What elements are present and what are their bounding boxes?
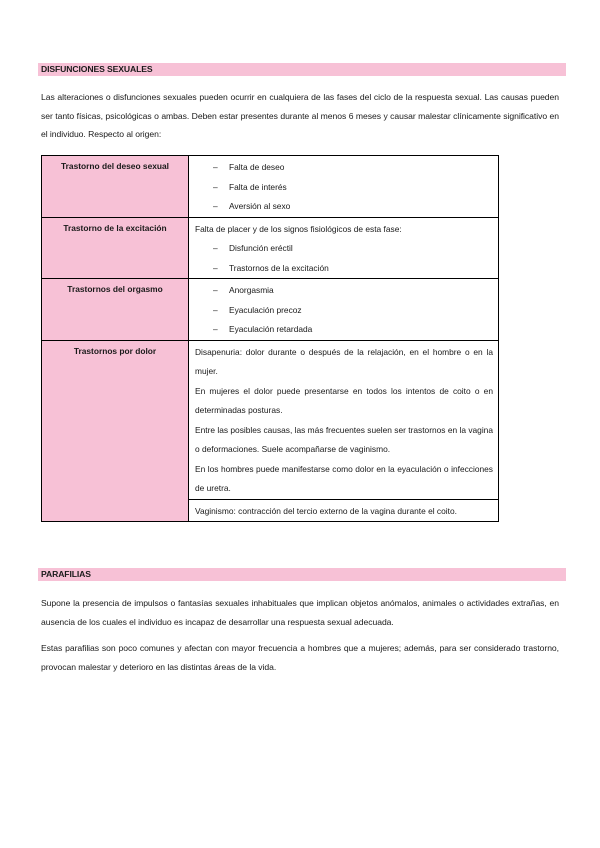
list-item: – Anorgasmia — [195, 281, 493, 301]
content-paragraph: Disapenuria: dolor durante o después de la relajación, en el hombre o en la mujer. — [195, 346, 493, 376]
table-row-excitacion — [42, 217, 499, 279]
row-content — [189, 156, 499, 218]
dash-list — [195, 281, 493, 340]
list-item: – Falta de interés — [195, 178, 493, 198]
table-row-dolor — [42, 340, 499, 499]
parafilias-paragraph-1: Supone la presencia de impulsos o fantasías sexuales inhabituales que implican objetos anómalos, animales o actividades extrañas, en ausencia de los cuales el individuo es incapaz de desarrollar una respuesta sexual adecuada. — [41, 598, 559, 627]
row-content — [189, 217, 499, 279]
disorders-table — [41, 155, 499, 522]
dash-list — [195, 158, 493, 217]
row-content — [189, 499, 499, 522]
content-paragraph: En los hombres puede manifestarse como dolor en la eyaculación o infecciones de uretra. — [195, 463, 493, 493]
section-heading-parafilias: PARAFILIAS — [38, 568, 566, 581]
list-item: – Aversión al sexo — [195, 197, 493, 217]
section-heading-disfunciones: DISFUNCIONES SEXUALES — [38, 63, 566, 76]
table-row-deseo — [42, 156, 499, 218]
list-item: – Falta de deseo — [195, 158, 493, 178]
dash-list — [195, 239, 493, 278]
row-lead-text: Falta de placer y de los signos fisiológicos de esta fase: — [195, 223, 402, 234]
content-paragraph: Entre las posibles causas, las más frecuentes suelen ser trastornos en la vagina o deformaciones. Suele acompañarse de vaginismo. — [195, 424, 493, 454]
parafilias-paragraph-2: Estas parafilias son poco comunes y afectan con mayor frecuencia a hombres que a mujeres; además, para ser considerado trastorno, provocan malestar y deterioro en las distintas áreas de la vida. — [41, 643, 559, 672]
table-row-orgasmo — [42, 279, 499, 341]
content-paragraph: Vaginismo: contracción del tercio externo de la vagina durante el coito. — [195, 505, 457, 516]
row-label: Trastornos del orgasmo — [42, 279, 189, 341]
list-item: – Trastornos de la excitación — [195, 259, 493, 279]
row-content — [189, 279, 499, 341]
intro-paragraph: Las alteraciones o disfunciones sexuales pueden ocurrir en cualquiera de las fases del ciclo de la respuesta sexual. Las causas pueden ser tanto físicas, psicológicas o ambas. Deben estar presentes durante al menos 6 meses y causar malestar clínicamente significativo en el individuo. Respecto al origen: — [41, 92, 559, 139]
row-label: Trastorno de la excitación — [42, 217, 189, 279]
list-item: – Eyaculación retardada — [195, 320, 493, 340]
list-item: – Disfunción eréctil — [195, 239, 493, 259]
row-content — [189, 340, 499, 499]
list-item: – Eyaculación precoz — [195, 301, 493, 321]
row-label: Trastornos por dolor — [42, 340, 189, 522]
row-label: Trastorno del deseo sexual — [42, 156, 189, 218]
content-paragraph: En mujeres el dolor puede presentarse en todos los intentos de coito o en determinadas posturas. — [195, 385, 493, 415]
